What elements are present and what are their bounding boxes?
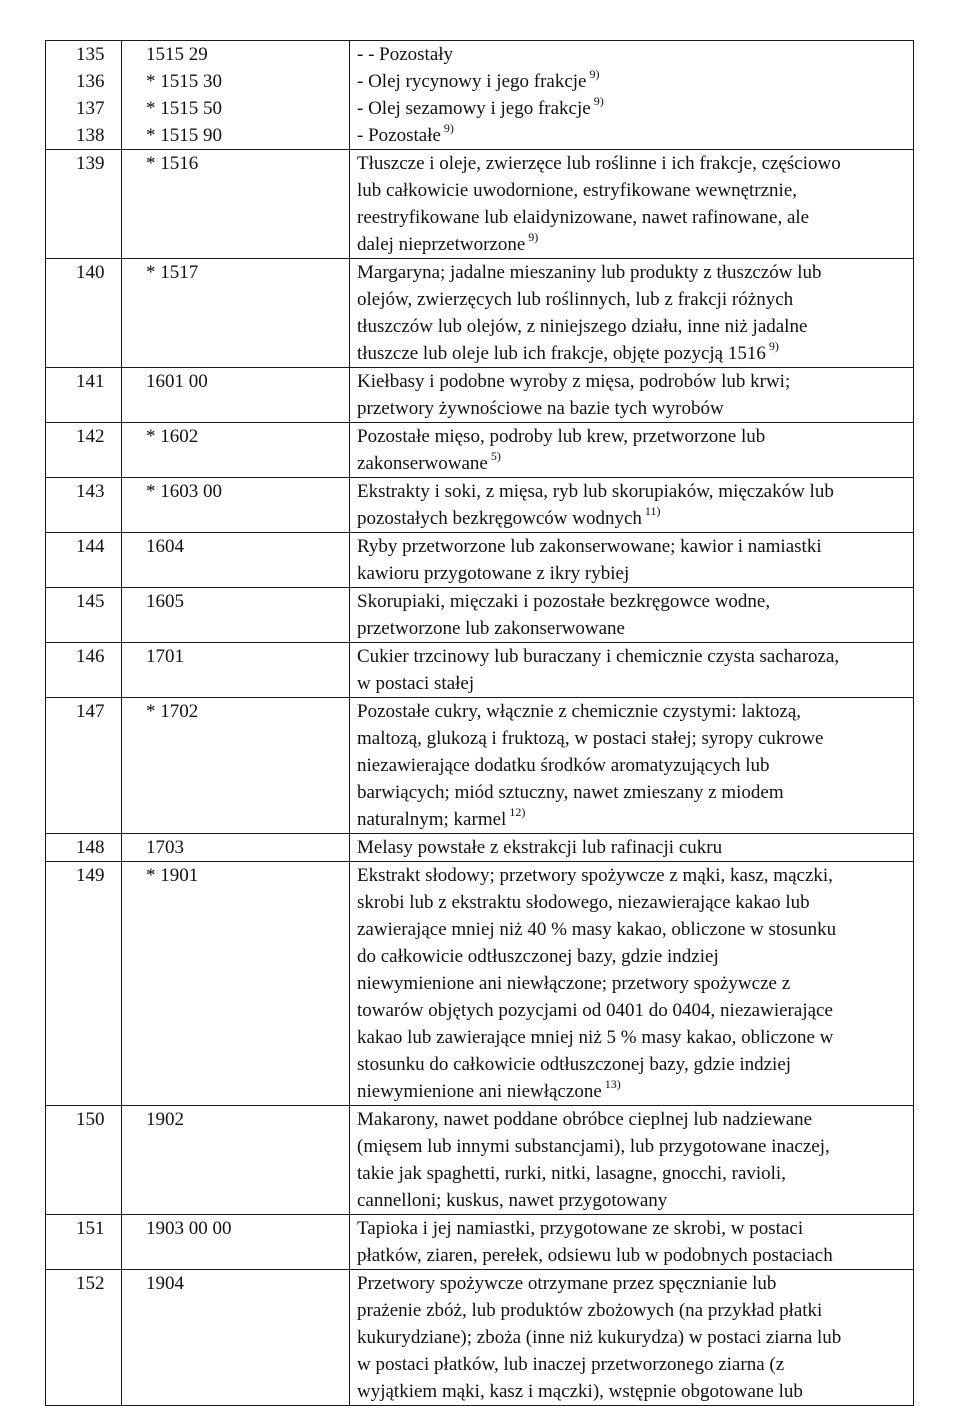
description-line (357, 862, 911, 889)
description-line (357, 231, 911, 258)
table-row (46, 834, 914, 862)
description-line (357, 889, 911, 916)
description-line (357, 313, 911, 340)
cn-code-cell (122, 834, 350, 862)
cn-code: * 1515 30 (146, 71, 222, 92)
row-number-cell (46, 862, 122, 1106)
description-text: płatków, ziaren, perełek, odsiewu lub w podobnych postaciach (357, 1245, 833, 1266)
description-text: niezawierające dodatku środków aromatyzujących lub (357, 755, 770, 776)
row-number: 142 (76, 426, 105, 447)
description-text: - Olej rycynowy i jego frakcje (357, 71, 587, 92)
cn-code-cell (122, 478, 350, 533)
description-text: Skorupiaki, mięczaki i pozostałe bezkręgowce wodne, (357, 591, 771, 612)
row-number: 147 (76, 701, 105, 722)
table-row (46, 588, 914, 643)
row-number-cell (46, 150, 122, 259)
footnote-reference: 13) (604, 1077, 621, 1091)
description-line (357, 478, 911, 505)
row-number: 141 (76, 371, 105, 392)
description-line (357, 1078, 911, 1105)
table-row (46, 643, 914, 698)
description-line (357, 41, 911, 68)
description-line (357, 204, 911, 231)
description-cell (350, 423, 914, 478)
row-number-cell (46, 1106, 122, 1215)
cn-code-cell (122, 423, 350, 478)
description-line (357, 450, 911, 477)
cn-code: * 1516 (146, 153, 199, 174)
cn-code-cell (122, 862, 350, 1106)
description-line (357, 643, 911, 670)
tariff-table-body (46, 41, 914, 1406)
description-line (357, 505, 911, 532)
description-line (357, 1242, 911, 1269)
row-number-cell (46, 1215, 122, 1270)
description-text: niewymienione ani niewłączone (357, 1081, 602, 1102)
description-line (357, 1351, 911, 1378)
description-text: - Pozostałe (357, 125, 441, 146)
description-line (357, 752, 911, 779)
description-text: tłuszczów lub olejów, z niniejszego działu, inne niż jadalne (357, 316, 808, 337)
description-text: dalej nieprzetworzone (357, 234, 526, 255)
description-text: niewymienione ani niewłączone; przetwory spożywcze z (357, 973, 791, 994)
description-text: kawioru przygotowane z ikry rybiej (357, 563, 630, 584)
description-text: Cukier trzcinowy lub buraczany i chemicznie czysta sacharoza, (357, 646, 840, 667)
description-line (357, 834, 911, 861)
footnote-reference: 9) (528, 230, 539, 244)
cn-code-cell (122, 533, 350, 588)
footnote-reference: 9) (443, 121, 454, 135)
cn-code: 1601 00 (146, 371, 208, 392)
footnote-reference: 11) (644, 504, 661, 518)
description-line (357, 1160, 911, 1187)
description-line (357, 95, 911, 122)
cn-code: * 1901 (146, 865, 199, 886)
description-text: przetwory żywnościowe na bazie tych wyrobów (357, 398, 724, 419)
description-text: Pozostałe mięso, podroby lub krew, przetworzone lub (357, 426, 766, 447)
footnote-reference: 9) (593, 94, 604, 108)
row-number: 136 (76, 71, 105, 92)
description-text: do całkowicie odtłuszczonej bazy, gdzie indziej (357, 946, 719, 967)
description-text: towarów objętych pozycjami od 0401 do 0404, niezawierające (357, 1000, 833, 1021)
description-text: olejów, zwierzęcych lub roślinnych, lub z frakcji różnych (357, 289, 794, 310)
document-page (45, 40, 913, 1406)
cn-code-cell (122, 1106, 350, 1215)
row-number-cell (46, 478, 122, 533)
cn-code-cell (122, 1270, 350, 1406)
description-cell (350, 1215, 914, 1270)
description-cell (350, 150, 914, 259)
cn-code: * 1702 (146, 701, 199, 722)
cn-code: * 1602 (146, 426, 199, 447)
description-text: Tłuszcze i oleje, zwierzęce lub roślinne i ich frakcje, częściowo (357, 153, 841, 174)
footnote-reference: 9) (768, 339, 779, 353)
description-cell (350, 643, 914, 698)
footnote-reference: 9) (589, 67, 600, 81)
row-number: 151 (76, 1218, 105, 1239)
description-text: - Olej sezamowy i jego frakcje (357, 98, 591, 119)
description-text: pozostałych bezkręgowców wodnych (357, 508, 642, 529)
description-line (357, 615, 911, 642)
table-row (46, 423, 914, 478)
footnote-reference: 5) (490, 449, 501, 463)
row-number: 137 (76, 98, 105, 119)
description-line (357, 779, 911, 806)
cn-code: * 1517 (146, 262, 199, 283)
row-number: 140 (76, 262, 105, 283)
description-cell (350, 1106, 914, 1215)
description-text: zakonserwowane (357, 453, 488, 474)
table-row (46, 533, 914, 588)
description-line (357, 122, 911, 149)
description-line (357, 806, 911, 833)
description-text: kukurydziane); zboża (inne niż kukurydza) w postaci ziarna lub (357, 1327, 842, 1348)
description-line (357, 997, 911, 1024)
cn-code-cell (122, 698, 350, 834)
description-text: Ekstrakty i soki, z mięsa, ryb lub skorupiaków, mięczaków lub (357, 481, 834, 502)
table-row (46, 862, 914, 1106)
description-text: Ryby przetworzone lub zakonserwowane; kawior i namiastki (357, 536, 822, 557)
description-line (357, 68, 911, 95)
description-line (357, 423, 911, 450)
description-line (357, 725, 911, 752)
description-cell (350, 259, 914, 368)
cn-code: * 1515 50 (146, 98, 222, 119)
row-number-cell (46, 423, 122, 478)
description-text: barwiących; miód sztuczny, nawet zmieszany z miodem (357, 782, 784, 803)
description-line (357, 1378, 911, 1405)
row-number-cell (46, 41, 122, 150)
description-text: wyjątkiem mąki, kasz i mączki), wstępnie obgotowane lub (357, 1381, 803, 1402)
table-row (46, 150, 914, 259)
row-number: 146 (76, 646, 105, 667)
description-cell (350, 368, 914, 423)
description-text: prażenie zbóż, lub produktów zbożowych (na przykład płatki (357, 1300, 823, 1321)
cn-code-cell (122, 643, 350, 698)
cn-code: 1515 29 (146, 44, 208, 65)
description-line (357, 698, 911, 725)
description-line (357, 1133, 911, 1160)
footnote-reference: 12) (509, 805, 526, 819)
description-cell (350, 1270, 914, 1406)
cn-code: * 1603 00 (146, 481, 222, 502)
cn-code-cell (122, 41, 350, 150)
description-line (357, 560, 911, 587)
description-cell (350, 478, 914, 533)
description-line (357, 1051, 911, 1078)
description-text: przetworzone lub zakonserwowane (357, 618, 625, 639)
row-number: 138 (76, 125, 105, 146)
table-row (46, 1106, 914, 1215)
table-row (46, 259, 914, 368)
row-number: 148 (76, 837, 105, 858)
description-text: Pozostałe cukry, włącznie z chemicznie czystymi: laktozą, (357, 701, 802, 722)
row-number-cell (46, 588, 122, 643)
description-text: zawierające mniej niż 40 % masy kakao, obliczone w stosunku (357, 919, 837, 940)
description-text: skrobi lub z ekstraktu słodowego, niezawierające kakao lub (357, 892, 810, 913)
description-line (357, 1106, 911, 1133)
description-line (357, 1270, 911, 1297)
description-text: Kiełbasy i podobne wyroby z mięsa, podrobów lub krwi; (357, 371, 791, 392)
description-line (357, 368, 911, 395)
cn-code: 1903 00 00 (146, 1218, 232, 1239)
description-line (357, 1215, 911, 1242)
row-number-cell (46, 1270, 122, 1406)
table-row (46, 698, 914, 834)
row-number: 149 (76, 865, 105, 886)
row-number: 143 (76, 481, 105, 502)
row-number: 135 (76, 44, 105, 65)
description-cell (350, 834, 914, 862)
cn-code: 1604 (146, 536, 184, 557)
description-line (357, 340, 911, 367)
description-text: naturalnym; karmel (357, 809, 507, 830)
description-text: takie jak spaghetti, rurki, nitki, lasagne, gnocchi, ravioli, (357, 1163, 786, 1184)
row-number: 144 (76, 536, 105, 557)
description-text: Ekstrakt słodowy; przetwory spożywcze z mąki, kasz, mączki, (357, 865, 833, 886)
description-cell (350, 588, 914, 643)
description-line (357, 150, 911, 177)
description-text: lub całkowicie uwodornione, estryfikowane wewnętrznie, (357, 180, 798, 201)
description-text: Tapioka i jej namiastki, przygotowane ze skrobi, w postaci (357, 1218, 804, 1239)
description-line (357, 943, 911, 970)
row-number: 139 (76, 153, 105, 174)
description-line (357, 670, 911, 697)
description-text: stosunku do całkowicie odtłuszczonej bazy, gdzie indziej (357, 1054, 792, 1075)
table-row (46, 41, 914, 150)
description-line (357, 916, 911, 943)
description-text: reestryfikowane lub elaidynizowane, nawet rafinowane, ale (357, 207, 810, 228)
table-row (46, 1215, 914, 1270)
description-cell (350, 698, 914, 834)
cn-code-cell (122, 368, 350, 423)
tariff-table (45, 40, 914, 1406)
table-row (46, 478, 914, 533)
cn-code-cell (122, 1215, 350, 1270)
description-text: Makarony, nawet poddane obróbce cieplnej lub nadziewane (357, 1109, 813, 1130)
description-line (357, 1324, 911, 1351)
description-text: - - Pozostały (357, 44, 454, 65)
table-row (46, 368, 914, 423)
description-cell (350, 41, 914, 150)
row-number: 145 (76, 591, 105, 612)
cn-code: 1605 (146, 591, 184, 612)
description-text: w postaci stałej (357, 673, 475, 694)
description-text: tłuszcze lub oleje lub ich frakcje, objęte pozycją 1516 (357, 343, 766, 364)
description-line (357, 286, 911, 313)
description-cell (350, 862, 914, 1106)
cn-code: 1902 (146, 1109, 184, 1130)
description-text: Margaryna; jadalne mieszaniny lub produkty z tłuszczów lub (357, 262, 822, 283)
description-text: (mięsem lub innymi substancjami), lub przygotowane inaczej, (357, 1136, 830, 1157)
row-number-cell (46, 368, 122, 423)
description-line (357, 1187, 911, 1214)
row-number-cell (46, 698, 122, 834)
description-line (357, 395, 911, 422)
cn-code: 1701 (146, 646, 184, 667)
description-line (357, 588, 911, 615)
cn-code: * 1515 90 (146, 125, 222, 146)
description-cell (350, 533, 914, 588)
row-number: 152 (76, 1273, 105, 1294)
description-line (357, 970, 911, 997)
description-line (357, 1297, 911, 1324)
row-number-cell (46, 643, 122, 698)
description-text: Przetwory spożywcze otrzymane przez spęcznianie lub (357, 1273, 777, 1294)
description-text: kakao lub zawierające mniej niż 5 % masy kakao, obliczone w (357, 1027, 834, 1048)
row-number-cell (46, 834, 122, 862)
row-number: 150 (76, 1109, 105, 1130)
description-text: w postaci płatków, lub inaczej przetworzonego ziarna (z (357, 1354, 785, 1375)
description-line (357, 1024, 911, 1051)
cn-code-cell (122, 588, 350, 643)
row-number-cell (46, 259, 122, 368)
cn-code: 1904 (146, 1273, 184, 1294)
description-text: Melasy powstałe z ekstrakcji lub rafinacji cukru (357, 837, 723, 858)
cn-code-cell (122, 259, 350, 368)
description-line (357, 533, 911, 560)
cn-code-cell (122, 150, 350, 259)
description-line (357, 177, 911, 204)
description-text: maltozą, glukozą i fruktozą, w postaci stałej; syropy cukrowe (357, 728, 824, 749)
row-number-cell (46, 533, 122, 588)
description-line (357, 259, 911, 286)
cn-code: 1703 (146, 837, 184, 858)
description-text: cannelloni; kuskus, nawet przygotowany (357, 1190, 668, 1211)
table-row (46, 1270, 914, 1406)
